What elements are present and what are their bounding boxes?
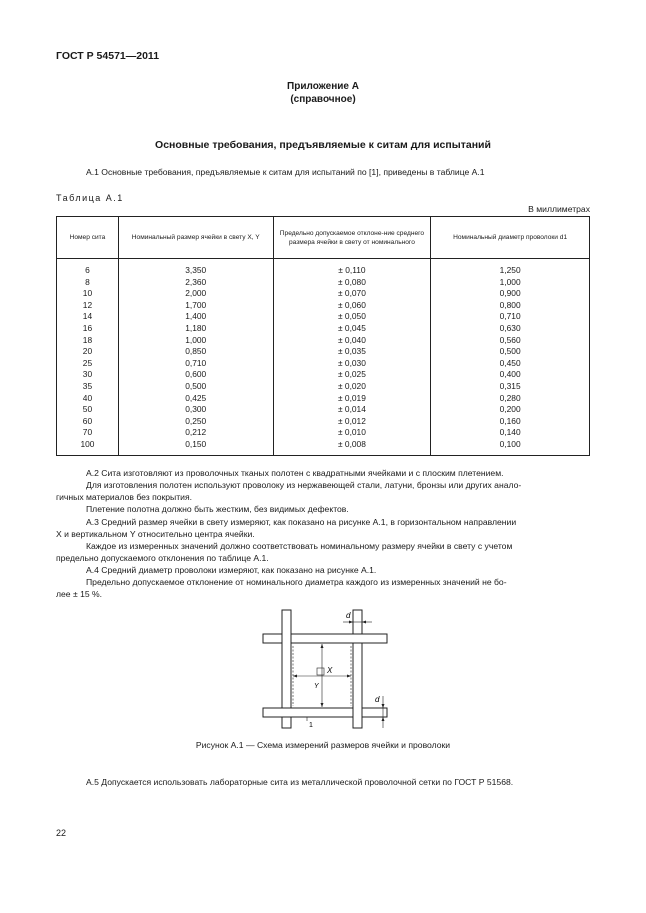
table-cell: 35 [82,380,93,391]
page-number: 22 [56,828,67,838]
table-cell: ± 0,030 [337,357,366,368]
header-sieve-number: Номер сита [57,217,119,259]
paragraph-conformity-line2: предельно допускаемого отклонения по таблице А.1. [56,553,269,563]
paragraph-a4: А.4 Средний диаметр проволоки измеряют, как показано на рисунке А.1. [86,565,377,575]
column-aperture-size [118,259,273,456]
table-cell: 16 [82,322,93,333]
table-cell: 50 [82,404,93,415]
column-wire-diameter [431,259,590,456]
label-x: X [327,666,333,675]
table-cell: 0,630 [499,322,521,333]
table-cell: 70 [82,427,93,438]
header-wire-diameter: Номинальный диаметр проволоки d1 [431,217,590,259]
table-cell: ± 0,014 [337,404,366,415]
table-cell: 14 [82,311,93,322]
paragraph-conformity-line1: Каждое из измеренных значений должно соответствовать номинальному размеру ячейки в свету с учетом [86,541,513,551]
paragraph-a2: А.2 Сита изготовляют из проволочных тканых полотен с квадратными ячейками и с плоским плетением. [86,468,504,478]
table-cell: ± 0,060 [337,299,366,310]
header-tolerance: Предельно допускаемое отклоне-ние среднего размера ячейки в свету от номинального [273,217,431,259]
appendix-heading [0,80,646,106]
label-1: 1 [309,722,313,729]
table-cell: ± 0,035 [337,346,366,357]
table-cell: 0,850 [185,346,207,357]
appendix-subtitle: (справочное) [290,94,356,105]
table-cell: ± 0,080 [337,276,366,287]
table-cell: 0,560 [499,334,521,345]
table-cell: 12 [82,299,93,310]
table-cell: 0,600 [185,369,207,380]
label-d-side: d [375,695,380,704]
table-cell: 1,000 [499,276,521,287]
table-cell: ± 0,019 [337,392,366,403]
table-cell: 40 [82,392,93,403]
table-cell: 0,400 [499,369,521,380]
table-cell: ± 0,050 [337,311,366,322]
figure-caption: Рисунок А.1 — Схема измерений размеров ячейки и проволоки [195,740,451,750]
table-cell: 100 [80,438,95,449]
table-cell: ± 0,020 [337,380,366,391]
table-cell: ± 0,012 [337,415,366,426]
table-cell: 25 [82,357,93,368]
paragraph-deviation-line2: лее ± 15 %. [56,589,103,599]
header-aperture-size: Номинальный размер ячейки в свету X, Y [118,217,273,259]
table-cell: 30 [82,369,93,380]
table-cell: 0,200 [499,404,521,415]
paragraph-weave: Плетение полотна должно быть жестким, без видимых дефектов. [86,504,349,514]
column-tolerance [273,259,431,456]
intro-paragraph: А.1 Основные требования, предъявляемые к ситам для испытаний по [1], приведены в таблице А.1 [86,167,485,177]
table-cell: 3,350 [185,265,207,275]
paragraph-deviation-line1: Предельно допускаемое отклонение от номинального диаметра каждого из измеренных значений не бо- [86,577,507,587]
label-d-top: d [346,611,351,620]
table-cell: 0,500 [499,346,521,357]
table-cell: 0,315 [499,380,521,391]
table-cell: 0,800 [499,299,521,310]
table-cell: 2,000 [185,288,207,299]
table-cell: 1,000 [185,334,207,345]
section-title: Основные требования, предъявляемые к ситам для испытаний [155,139,491,151]
table-cell: 6 [85,265,90,275]
horizontal-wire-bottom [263,708,387,717]
table-cell: 0,900 [499,288,521,299]
table-cell: ± 0,025 [337,369,366,380]
table-cell: ± 0,010 [337,427,366,438]
table-cell: 0,300 [185,404,207,415]
table-cell: 0,250 [185,415,207,426]
sieve-table [56,216,590,456]
label-y: Y [314,683,319,690]
paragraph-a3-line2: X и вертикальном Y относительно центра ячейки. [56,529,255,539]
table-cell: ± 0,070 [337,288,366,299]
paragraph-materials-line2: гичных материалов без покрытия. [56,492,193,502]
table-cell: 18 [82,334,93,345]
paragraph-materials-line1: Для изготовления полотен используют проволоку из нержавеющей стали, латуни, бронзы или других анало- [86,480,522,490]
table-cell: 20 [82,346,93,357]
table-cell: 0,425 [185,392,207,403]
table-cell: ± 0,110 [338,265,366,275]
table-cell: 0,140 [499,427,521,438]
table-cell: 0,150 [185,438,207,449]
table-cell: 0,500 [185,380,207,391]
document-number: ГОСТ Р 54571—2011 [56,50,160,62]
table-cell: 0,710 [185,357,207,368]
table-cell: 2,360 [185,276,207,287]
table-label: Таблица А.1 [56,193,124,203]
table-cell: 0,450 [499,357,521,368]
table-units: В миллиметрах [528,204,590,214]
table-cell: 0,100 [499,438,521,449]
table-cell: ± 0,040 [337,334,366,345]
paragraph-a3-line1: А.3 Средний размер ячейки в свету измеряют, как показано на рисунке А.1, в горизонтальном направлении [86,517,517,527]
mesh-measurement-figure [255,608,395,730]
table-cell: 8 [85,276,90,287]
table-cell: 0,212 [185,427,207,438]
table-cell: 0,280 [499,392,521,403]
table-cell: 60 [82,415,93,426]
column-sieve-number [57,259,119,456]
table-cell: 0,710 [499,311,521,322]
table-cell: 1,400 [185,311,207,322]
table-cell: ± 0,008 [337,438,366,449]
table-cell: 10 [82,288,93,299]
appendix-title: Приложение А [287,81,359,92]
table-cell: 1,250 [499,265,521,275]
table-cell: 1,700 [185,299,207,310]
table-cell: ± 0,045 [337,322,366,333]
paragraph-a5: А.5 Допускается использовать лабораторные сита из металлической проволочной сетки по ГОСТ Р 51568. [86,777,514,787]
table-cell: 0,160 [499,415,521,426]
table-cell: 1,180 [185,322,207,333]
